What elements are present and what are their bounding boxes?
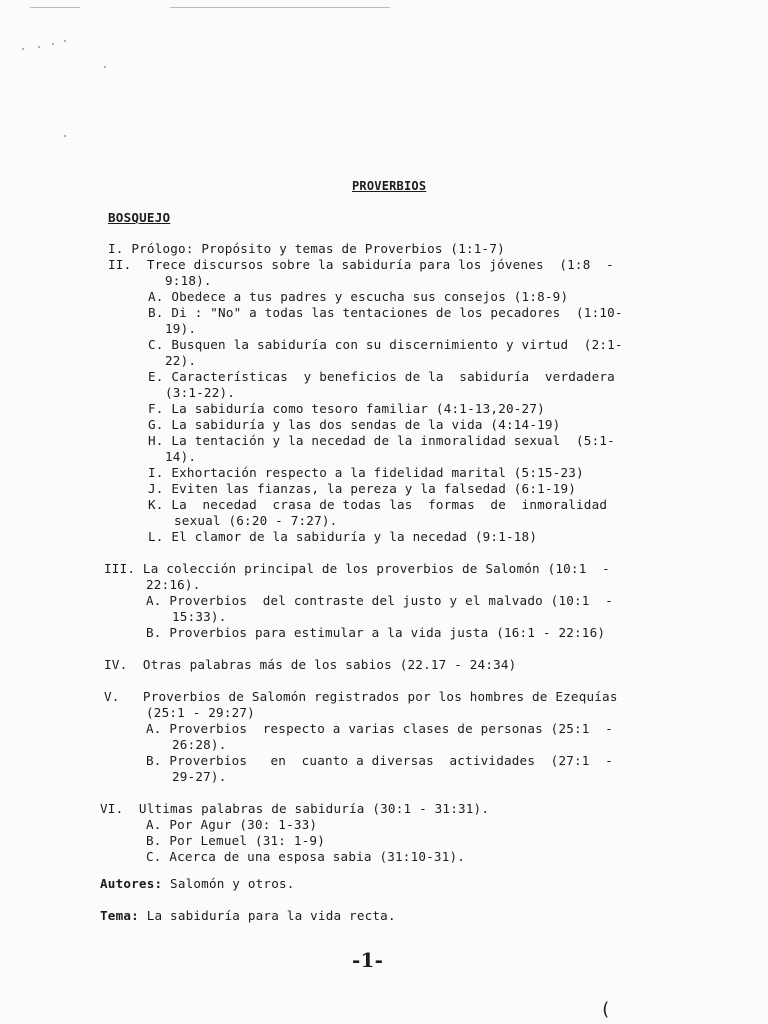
outline-subitem-cont: 14). xyxy=(165,449,197,464)
outline-subitem: A. Por Agur (30: 1-33) xyxy=(146,817,318,832)
outline-item-prologo: I. Prólogo: Propósito y temas de Proverbios (1:1-7) xyxy=(108,241,505,256)
scan-speck xyxy=(38,46,40,48)
outline-subitem-cont: 15:33). xyxy=(172,609,227,624)
outline-subitem: B. Por Lemuel (31: 1-9) xyxy=(146,833,325,848)
outline-item-ii-cont: 9:18). xyxy=(165,273,212,288)
outline-subitem: I. Exhortación respecto a la fidelidad marital (5:15-23) xyxy=(148,465,584,480)
outline-item-iii: III. La colección principal de los proverbios de Salomón (10:1 - xyxy=(104,561,610,576)
outline-subitem: B. Proverbios para estimular a la vida justa (16:1 - 22:16) xyxy=(146,625,606,640)
theme-value: La sabiduría para la vida recta. xyxy=(138,908,396,923)
outline-subitem: A. Proverbios respecto a varias clases de personas (25:1 - xyxy=(146,721,613,736)
outline-subitem: A. Obedece a tus padres y escucha sus consejos (1:8-9) xyxy=(148,289,569,304)
theme-line xyxy=(100,908,396,924)
outline-subitem: J. Eviten las fianzas, la pereza y la falsedad (6:1-19) xyxy=(148,481,577,496)
outline-subitem: A. Proverbios del contraste del justo y el malvado (10:1 - xyxy=(146,593,613,608)
theme-label: Tema: xyxy=(100,908,139,923)
outline-subitem: B. Di : "No" a todas las tentaciones de los pecadores (1:10- xyxy=(148,305,623,320)
outline-subitem: G. La sabiduría y las dos sendas de la vida (4:14-19) xyxy=(148,417,561,432)
outline-subitem-cont: 19). xyxy=(165,321,197,336)
scan-speck xyxy=(104,66,106,68)
outline-item-iv: IV. Otras palabras más de los sabios (22.17 - 24:34) xyxy=(104,657,517,672)
scan-smudge xyxy=(30,7,80,8)
outline-item-v: V. Proverbios de Salomón registrados por los hombres de Ezequías xyxy=(104,689,618,704)
scan-smudge xyxy=(170,7,390,8)
page-number: -1- xyxy=(352,948,384,972)
section-heading: BOSQUEJO xyxy=(108,210,171,225)
authors-line xyxy=(100,876,295,892)
document-title: PROVERBIOS xyxy=(352,179,427,193)
outline-subitem-cont: (3:1-22). xyxy=(165,385,236,400)
scan-speck xyxy=(22,48,24,50)
outline-subitem-cont: sexual (6:20 - 7:27). xyxy=(174,513,338,528)
outline-item-iii-cont: 22:16). xyxy=(146,577,201,592)
outline-subitem: E. Características y beneficios de la sabiduría verdadera xyxy=(148,369,615,384)
outline-subitem: C. Busquen la sabiduría con su discernimiento y virtud (2:1- xyxy=(148,337,623,352)
authors-label: Autores: xyxy=(100,876,163,891)
stray-mark: ( xyxy=(600,999,612,1020)
outline-item-ii: II. Trece discursos sobre la sabiduría para los jóvenes (1:8 - xyxy=(108,257,614,272)
outline-subitem-cont: 26:28). xyxy=(172,737,227,752)
scan-speck xyxy=(52,43,54,45)
outline-item-v-cont: (25:1 - 29:27) xyxy=(146,705,255,720)
outline-subitem: C. Acerca de una esposa sabia (31:10-31). xyxy=(146,849,466,864)
outline-subitem: L. El clamor de la sabiduría y la necedad (9:1-18) xyxy=(148,529,538,544)
outline-item-vi: VI. Ultimas palabras de sabiduría (30:1 - 31:31). xyxy=(100,801,490,816)
outline-subitem: B. Proverbios en cuanto a diversas actividades (27:1 - xyxy=(146,753,613,768)
outline-subitem-cont: 22). xyxy=(165,353,197,368)
scan-speck xyxy=(64,40,66,42)
outline-subitem: K. La necedad crasa de todas las formas de inmoralidad xyxy=(148,497,608,512)
outline-subitem: F. La sabiduría como tesoro familiar (4:1-13,20-27) xyxy=(148,401,545,416)
outline-subitem: H. La tentación y la necedad de la inmoralidad sexual (5:1- xyxy=(148,433,615,448)
authors-value: Salomón y otros. xyxy=(162,876,295,891)
outline-subitem-cont: 29-27). xyxy=(172,769,227,784)
scan-speck xyxy=(64,135,66,137)
